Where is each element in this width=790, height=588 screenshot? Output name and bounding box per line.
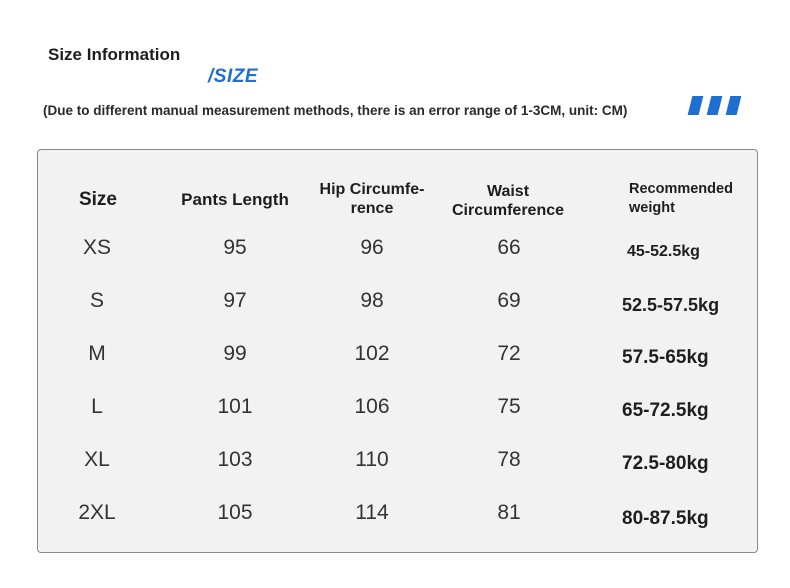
cell-weight: 45-52.5kg (627, 243, 700, 260)
cell-size: M (88, 342, 106, 365)
stripes-decoration (686, 96, 742, 115)
page-title: Size Information (48, 45, 181, 64)
cell-size: S (89, 289, 104, 312)
cell-waist: 66 (497, 236, 521, 259)
cell-weight: 65-72.5kg (622, 400, 709, 421)
cell-weight: 72.5-80kg (622, 453, 709, 474)
cell-size: L (91, 395, 103, 418)
cell-waist: 78 (497, 448, 521, 471)
cell-hip: 106 (354, 395, 390, 418)
cell-weight: 57.5-65kg (622, 347, 709, 368)
cell-pants-length: 95 (223, 236, 247, 259)
cell-weight: 80-87.5kg (622, 508, 709, 529)
header-recommended-weight (629, 180, 749, 218)
size-tag: /SIZE (208, 66, 259, 87)
cell-size: 2XL (78, 501, 116, 524)
cell-size: XL (84, 448, 110, 471)
header-waist-circumference (438, 182, 578, 220)
measurement-note: (Due to different manual measurement methods, there is an error range of 1-3CM, unit: CM) (43, 103, 628, 118)
cell-waist: 75 (497, 395, 521, 418)
header-weight-line1: Recommended (629, 181, 733, 197)
header-size: Size (78, 189, 118, 210)
header-hip-circumference (302, 180, 442, 218)
header-weight-line2: weight (629, 200, 675, 216)
cell-pants-length: 97 (223, 289, 247, 312)
cell-hip: 98 (360, 289, 384, 312)
cell-pants-length: 99 (223, 342, 247, 365)
cell-weight: 52.5-57.5kg (622, 295, 720, 315)
cell-pants-length: 103 (217, 448, 253, 471)
cell-hip: 102 (354, 342, 390, 365)
cell-waist: 69 (497, 289, 521, 312)
cell-pants-length: 101 (217, 395, 253, 418)
header-waist-line2: Circumference (451, 202, 565, 219)
cell-hip: 114 (355, 501, 389, 524)
header-hip-line2: rence (350, 200, 394, 217)
cell-size: XS (82, 236, 111, 259)
cell-pants-length: 105 (217, 501, 253, 524)
cell-hip: 110 (355, 448, 389, 471)
size-table (37, 149, 758, 553)
cell-waist: 81 (497, 501, 521, 524)
header-waist-line1: Waist (486, 183, 530, 200)
cell-hip: 96 (360, 236, 384, 259)
header-pants-length: Pants Length (181, 190, 289, 209)
cell-waist: 72 (497, 342, 521, 365)
header-hip-line1: Hip Circumfe- (319, 181, 425, 198)
